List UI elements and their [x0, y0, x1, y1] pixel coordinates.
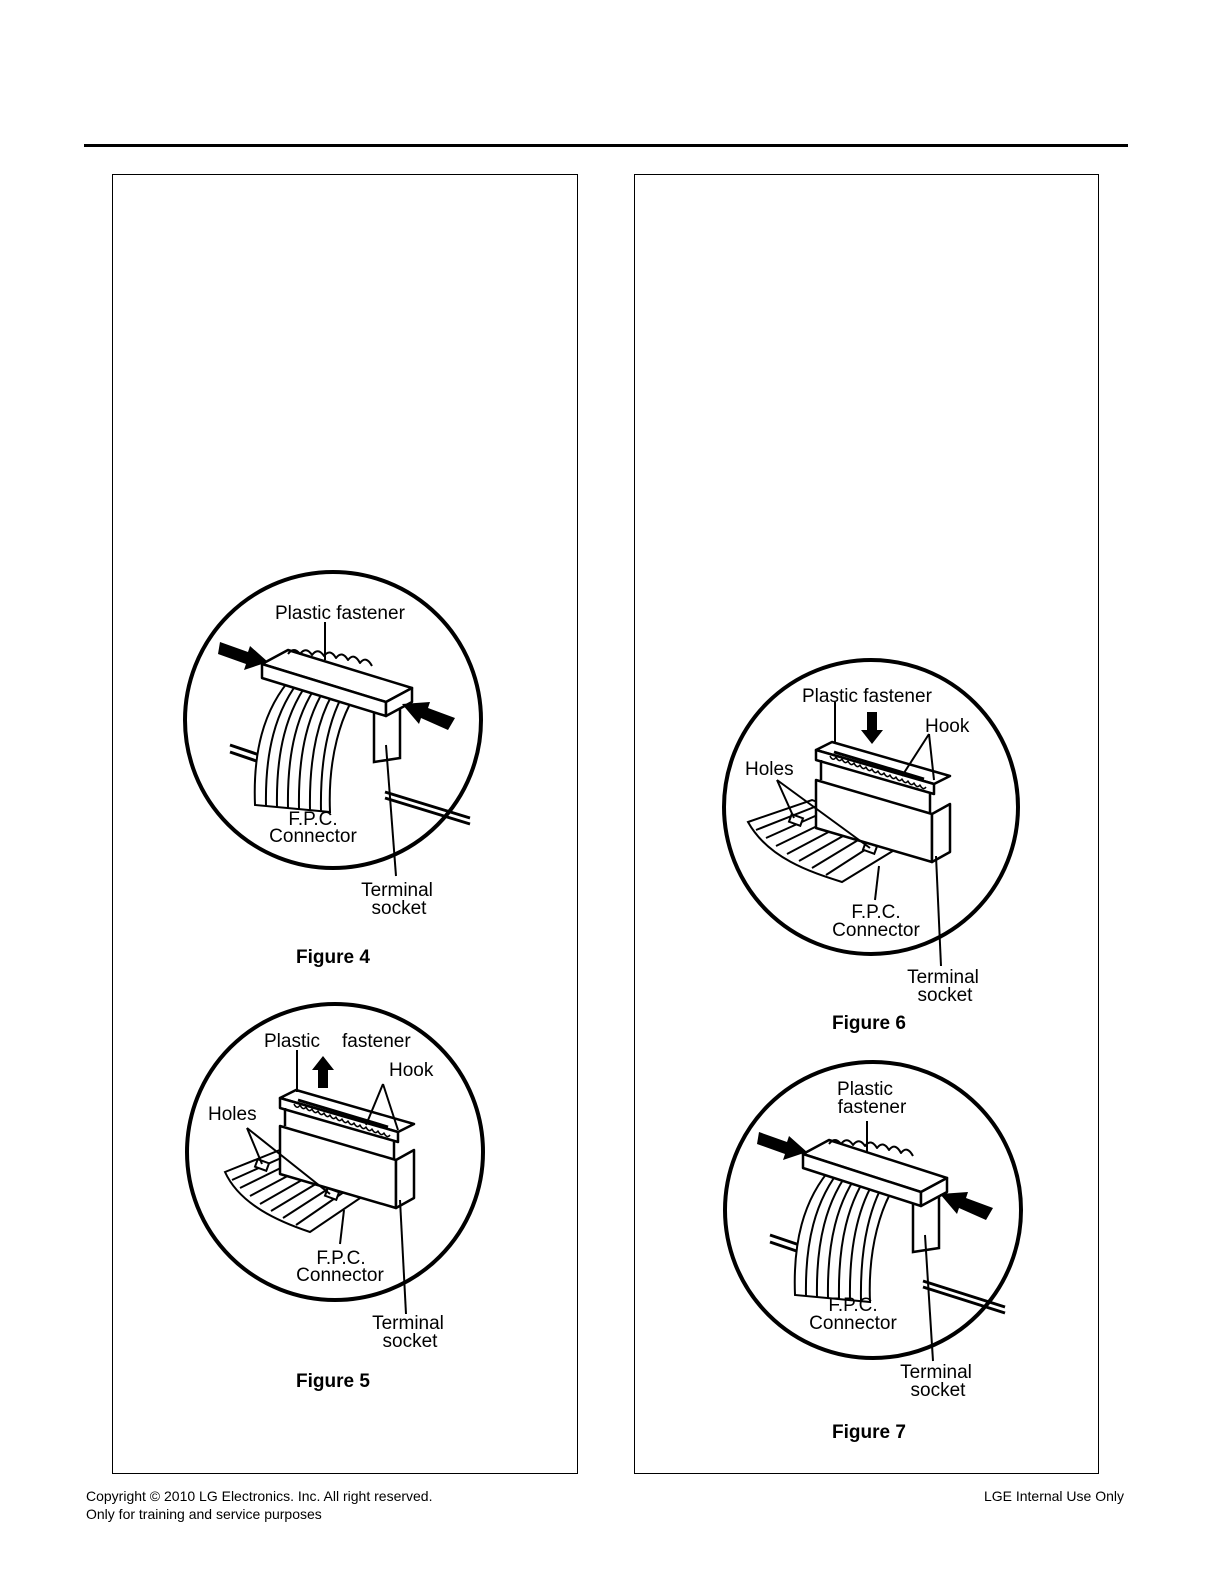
fpc-connector-label: Connector — [296, 1265, 384, 1286]
figure-4-illustration — [170, 580, 510, 940]
fpc-connector-label: Connector — [832, 920, 920, 941]
plastic-fastener-label: Plastic fastener — [802, 686, 932, 707]
socket-label: socket — [382, 1331, 438, 1352]
plastic-fastener-label: Plastic fastener — [275, 603, 405, 624]
header-rule — [84, 144, 1128, 147]
socket-label: socket — [371, 898, 427, 919]
plastic-label: Plastic — [264, 1031, 320, 1052]
holes-label: Holes — [745, 759, 794, 780]
fastener-label: fastener — [837, 1097, 907, 1118]
fpc-label: F.P.C. — [828, 1295, 878, 1316]
holes-label: Holes — [208, 1104, 257, 1125]
terminal-label: Terminal — [900, 1362, 972, 1383]
hook-label: Hook — [925, 716, 970, 737]
figure-6-caption: Figure 6 — [832, 1013, 906, 1034]
figure-5-caption: Figure 5 — [296, 1371, 370, 1392]
fpc-connector-label: Connector — [809, 1313, 897, 1334]
figure-5-illustration — [170, 1000, 510, 1360]
plastic-label: Plastic — [837, 1079, 893, 1100]
footer-copyright: Copyright © 2010 LG Electronics. Inc. All right reserved. — [86, 1488, 433, 1504]
fpc-label: F.P.C. — [316, 1248, 366, 1269]
terminal-label: Terminal — [361, 880, 433, 901]
figure-7-illustration — [715, 1055, 1055, 1415]
fpc-label: F.P.C. — [851, 902, 901, 923]
terminal-label: Terminal — [372, 1313, 444, 1334]
footer-purpose: Only for training and service purposes — [86, 1506, 322, 1522]
fastener-label: fastener — [342, 1031, 411, 1052]
socket-label: socket — [917, 985, 973, 1006]
figure-4-caption: Figure 4 — [296, 947, 370, 968]
footer-internal-use: LGE Internal Use Only — [983, 1488, 1124, 1504]
hook-label: Hook — [389, 1060, 434, 1081]
fpc-label: F.P.C. — [288, 809, 338, 830]
fpc-connector-label: Connector — [269, 826, 357, 847]
socket-label: socket — [910, 1380, 966, 1401]
figure-7-caption: Figure 7 — [832, 1422, 906, 1443]
figure-6-illustration — [720, 660, 1060, 1020]
terminal-label: Terminal — [907, 967, 979, 988]
